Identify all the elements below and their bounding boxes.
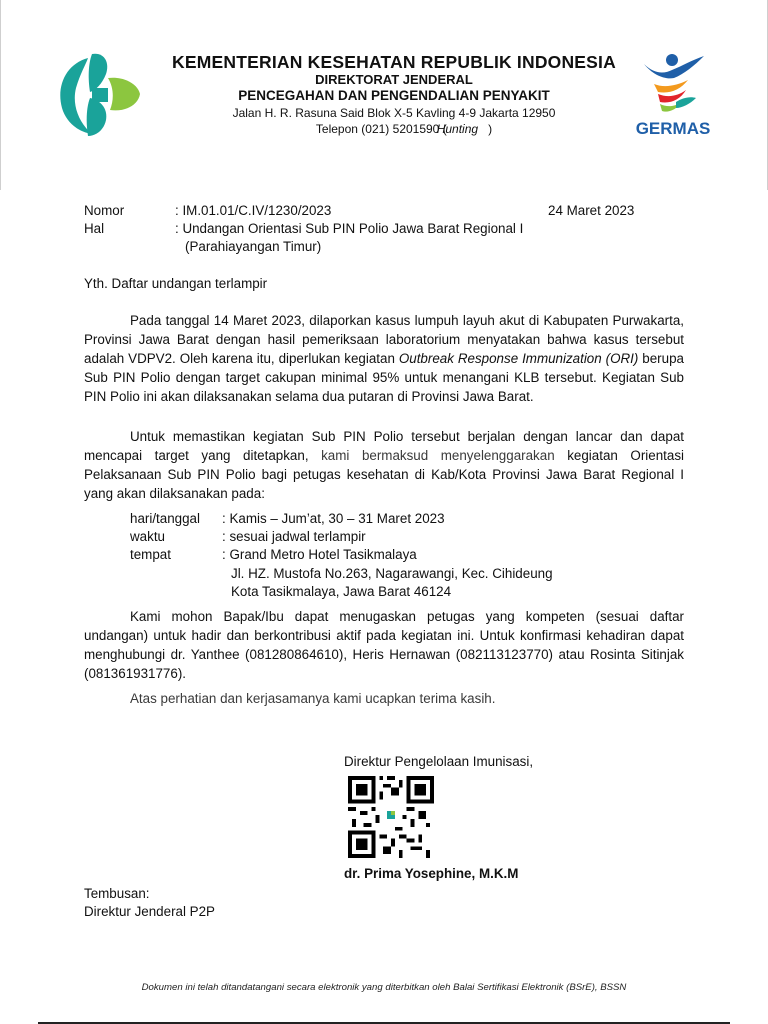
cc-item: Direktur Jenderal P2P: [84, 904, 215, 919]
schedule-place-label: tempat: [130, 547, 171, 562]
germas-label: GERMAS: [635, 119, 711, 138]
qr-code-icon: [347, 776, 435, 858]
electronic-signature-note: Dokumen ini telah ditandatangani secara elektronik yang diterbitkan oleh Balai Sertifikasi Elektronik (BSrE), BSSN: [141, 982, 627, 993]
schedule-place-value: : Grand Metro Hotel Tasikmalaya: [222, 547, 417, 562]
paragraph-3: Kami mohon Bapak/Ibu dapat menugaskan petugas yang kompeten (sesuai daftar undangan) untuk hadir dan berkontribusi aktif pada kegiatan ini. Untuk konfirmasi kehadiran dapat menghubungi dr. Yanthee (081280864610), Heris Hernawan (082113123770) atau Rosinta Sitinjak (081361931776).: [84, 609, 684, 681]
phone-hunting: Hunting: [436, 122, 479, 136]
germas-figure-icon: [630, 50, 714, 116]
salutation: Yth. Daftar undangan terlampir: [84, 276, 268, 291]
phone-line: Telepon (021) 5201590 (Hunting ): [315, 122, 493, 136]
schedule-place-address: Jl. HZ. Mustofa No.263, Nagarawangi, Kec. Cihideung: [231, 566, 553, 581]
closing-sentence: Atas perhatian dan kerjasamanya kami ucapkan terima kasih.: [130, 691, 496, 706]
schedule-time-value: : sesuai jadwal terlampir: [222, 529, 366, 544]
signatory-title: Direktur Pengelolaan Imunisasi,: [344, 754, 534, 769]
letter-date: 24 Maret 2023: [548, 203, 635, 218]
schedule-time-label: waktu: [130, 529, 165, 544]
hal-value-line2: (Parahiayangan Timur): [185, 239, 322, 254]
directorate-line: DIREKTORAT JENDERAL: [315, 72, 473, 87]
p2-highlight: kami bermaksud menyelenggarakan: [321, 448, 555, 463]
ministry-name: KEMENTERIAN KESEHATAN REPUBLIK INDONESIA: [172, 52, 616, 72]
address-line: Jalan H. R. Rasuna Said Blok X-5 Kavling 4-9 Jakarta 12950: [232, 106, 556, 120]
schedule-day-value: : Kamis – Jum’at, 30 – 31 Maret 2023: [222, 511, 445, 526]
paragraph-2: Untuk memastikan kegiatan Sub PIN Polio tersebut berjalan dengan lancar dan dapat mencapai target yang ditetapkan, kami bermaksud menyelenggarakan kegiatan Orientasi Pelaksanaan Sub PIN Polio bagi petugas kesehatan di Kab/Kota Provinsi Jawa Barat Regional I yang akan dilaksanakan pada:: [84, 429, 684, 501]
paragraph-1: Pada tanggal 14 Maret 2023, dilaporkan kasus lumpuh layuh akut di Kabupaten Purwakarta, Provinsi Jawa Barat dengan hasil pemeriksaan laboratorium menyatakan bahwa kasus tersebut adalah VDPV2. Oleh karena itu, diperlukan kegiatan Outbreak Response Immunization (ORI) berupa Sub PIN Polio dengan target cakupan minimal 95% untuk menangani KLB tersebut. Kegiatan Sub PIN Polio ini akan dilaksanakan selama dua putaran di Provinsi Jawa Barat.: [84, 313, 684, 404]
schedule-place-city: Kota Tasikmalaya, Jawa Barat 46124: [231, 584, 452, 599]
nomor-label: Nomor: [84, 203, 125, 218]
cc-label: Tembusan:: [84, 886, 150, 901]
hal-value: : Undangan Orientasi Sub PIN Polio Jawa Barat Regional I: [175, 221, 524, 236]
division-line: PENCEGAHAN DAN PENGENDALIAN PENYAKIT: [238, 88, 550, 103]
schedule-day-label: hari/tanggal: [130, 511, 200, 526]
ori-term: Outbreak Response Immunization (ORI): [398, 351, 639, 366]
hal-label: Hal: [84, 221, 105, 236]
signatory-name: dr. Prima Yosephine, M.K.M: [344, 866, 519, 881]
nomor-value: : IM.01.01/C.IV/1230/2023: [175, 203, 332, 218]
